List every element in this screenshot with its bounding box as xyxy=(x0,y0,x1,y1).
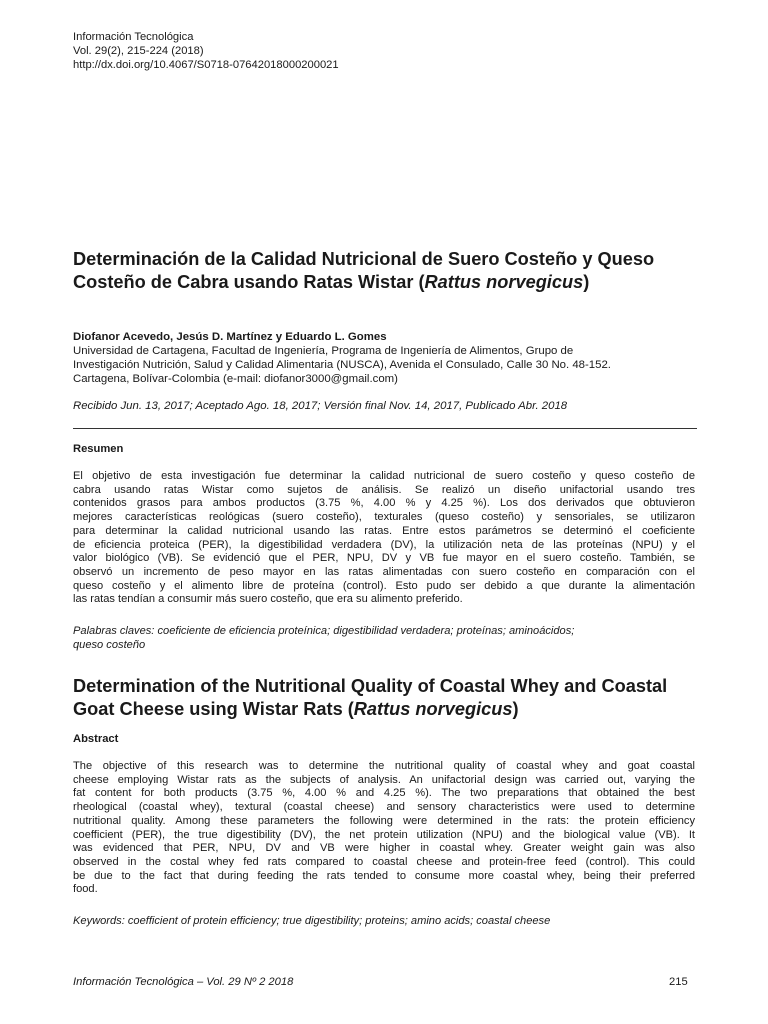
resumen-line: observó un incremento de peso mayor en las ratas alimentadas con suero costeño en comparación con el xyxy=(73,565,695,578)
spanish-title xyxy=(73,248,703,293)
abstract-line: food. xyxy=(73,883,98,896)
resumen-line: El objetivo de esta investigación fue determinar la calidad nutricional de suero costeño y queso costeño de xyxy=(73,470,695,482)
resumen-line: mejores características reológicas (suero costeño), texturales (queso costeño) y sensoriales, se utilizaron xyxy=(73,511,695,524)
english-title-species: Rattus norvegicus xyxy=(353,698,513,719)
spanish-title-close: ) xyxy=(583,271,590,292)
abstract-line: observed in the costal whey fed rats compared to coastal cheese and protein-free feed (control). This could xyxy=(73,855,695,868)
abstract-line: coefficient (PER), the true digestibility (DV), the net protein utilization (NPU) and the biological value (VB). It xyxy=(73,828,695,841)
abstract-line: be due to the fact that during feeding the rats tended to consume more coastal whey, being their preferred xyxy=(73,869,695,882)
resumen-heading: Resumen xyxy=(73,443,124,455)
affiliation-line: Universidad de Cartagena, Facultad de Ingeniería, Programa de Ingeniería de Alimentos, Grupo de xyxy=(73,345,574,357)
keywords: Keywords: coefficient of protein efficiency; true digestibility; proteins; amino acids; coastal cheese xyxy=(73,915,551,927)
palabras-claves-line: Palabras claves: coeficiente de eficiencia proteínica; digestibilidad verdadera; proteínas; aminoácidos; xyxy=(73,625,575,637)
resumen-line: contenidos grasos para ambos productos (3.75 %, 4.00 % y 4.25 %). Los dos derivados que obtuvieron xyxy=(73,497,695,510)
spanish-title-main: Determinación de la Calidad Nutricional de Suero Costeño y Queso Costeño de Cabra usando Ratas Wistar ( xyxy=(73,249,655,292)
resumen-line: valor biológico (VB). Se evidenció que el PER, NPU, DV y VB fue mayor en el suero costeño. También, se xyxy=(73,552,695,565)
footer-journal: Información Tecnológica – Vol. 29 Nº 2 2018 xyxy=(73,976,294,988)
resumen-line: las ratas tendían a consumir más suero costeño, que era su alimento preferido. xyxy=(73,593,463,606)
abstract-line: The objective of this research was to determine the nutritional quality of coastal whey and goat coastal xyxy=(73,760,695,772)
resumen-body xyxy=(73,470,695,607)
affiliation-line: Cartagena, Bolívar-Colombia (e-mail: diofanor3000@gmail.com) xyxy=(73,373,398,385)
resumen-line: de eficiencia proteica (PER), la digestibilidad verdadera (DV), la utilización neta de las proteínas (NPU) y el xyxy=(73,538,695,551)
abstract-line: cheese employing Wistar rats as the subjects of analysis. An unifactorial design was carried out, varying the xyxy=(73,773,695,786)
abstract-heading: Abstract xyxy=(73,733,119,745)
page-number: 215 xyxy=(669,976,688,988)
resumen-line: queso costeño y el alimento libre de proteína (control). Esto pudo ser debido a que durante la alimentación xyxy=(73,579,695,592)
section-divider xyxy=(73,428,697,429)
abstract-line: nutritional quality. Among these parameters the following were determined in the rats: the protein efficiency xyxy=(73,814,695,827)
resumen-line: para determinar la calidad nutricional usando las ratas. Entre estos parámetros se determinó el coeficiente xyxy=(73,524,695,537)
abstract-line: was evidenced that PER, NPU, DV and VB were higher in coastal whey. Greater weight gain was also xyxy=(73,842,695,855)
english-title-close: ) xyxy=(512,698,519,719)
spanish-title-species: Rattus norvegicus xyxy=(424,271,584,292)
journal-name: Información Tecnológica xyxy=(73,31,194,43)
palabras-claves xyxy=(73,625,695,652)
affiliation xyxy=(73,344,703,386)
received-dates: Recibido Jun. 13, 2017; Aceptado Ago. 18, 2017; Versión final Nov. 14, 2017, Publicado Abr. 2018 xyxy=(73,400,568,412)
abstract-line: rheological (coastal whey), textural (coastal cheese) and sensory characteristics were used to determine xyxy=(73,801,695,814)
english-title xyxy=(73,675,703,720)
resumen-line: cabra usando ratas Wistar como sujetos de análisis. Se realizó un diseño unifactorial usando tres xyxy=(73,483,695,496)
english-title-main: Determination of the Nutritional Quality of Coastal Whey and Coastal Goat Cheese using Wistar Rats ( xyxy=(73,676,668,719)
palabras-claves-line: queso costeño xyxy=(73,638,146,651)
volume-info: Vol. 29(2), 215-224 (2018) xyxy=(73,45,204,57)
abstract-body xyxy=(73,760,695,897)
abstract-line: fat content for both products (3.75 %, 4.00 % and 4.25 %). The two preparations that obtained the best xyxy=(73,787,695,800)
doi-link[interactable]: http://dx.doi.org/10.4067/S0718-07642018000200021 xyxy=(73,59,339,71)
affiliation-line: Investigación Nutrición, Salud y Calidad Alimentaria (NUSCA), Avenida el Consulado, Calle 30 No. 48-152. xyxy=(73,359,611,371)
authors: Diofanor Acevedo, Jesús D. Martínez y Eduardo L. Gomes xyxy=(73,331,387,343)
